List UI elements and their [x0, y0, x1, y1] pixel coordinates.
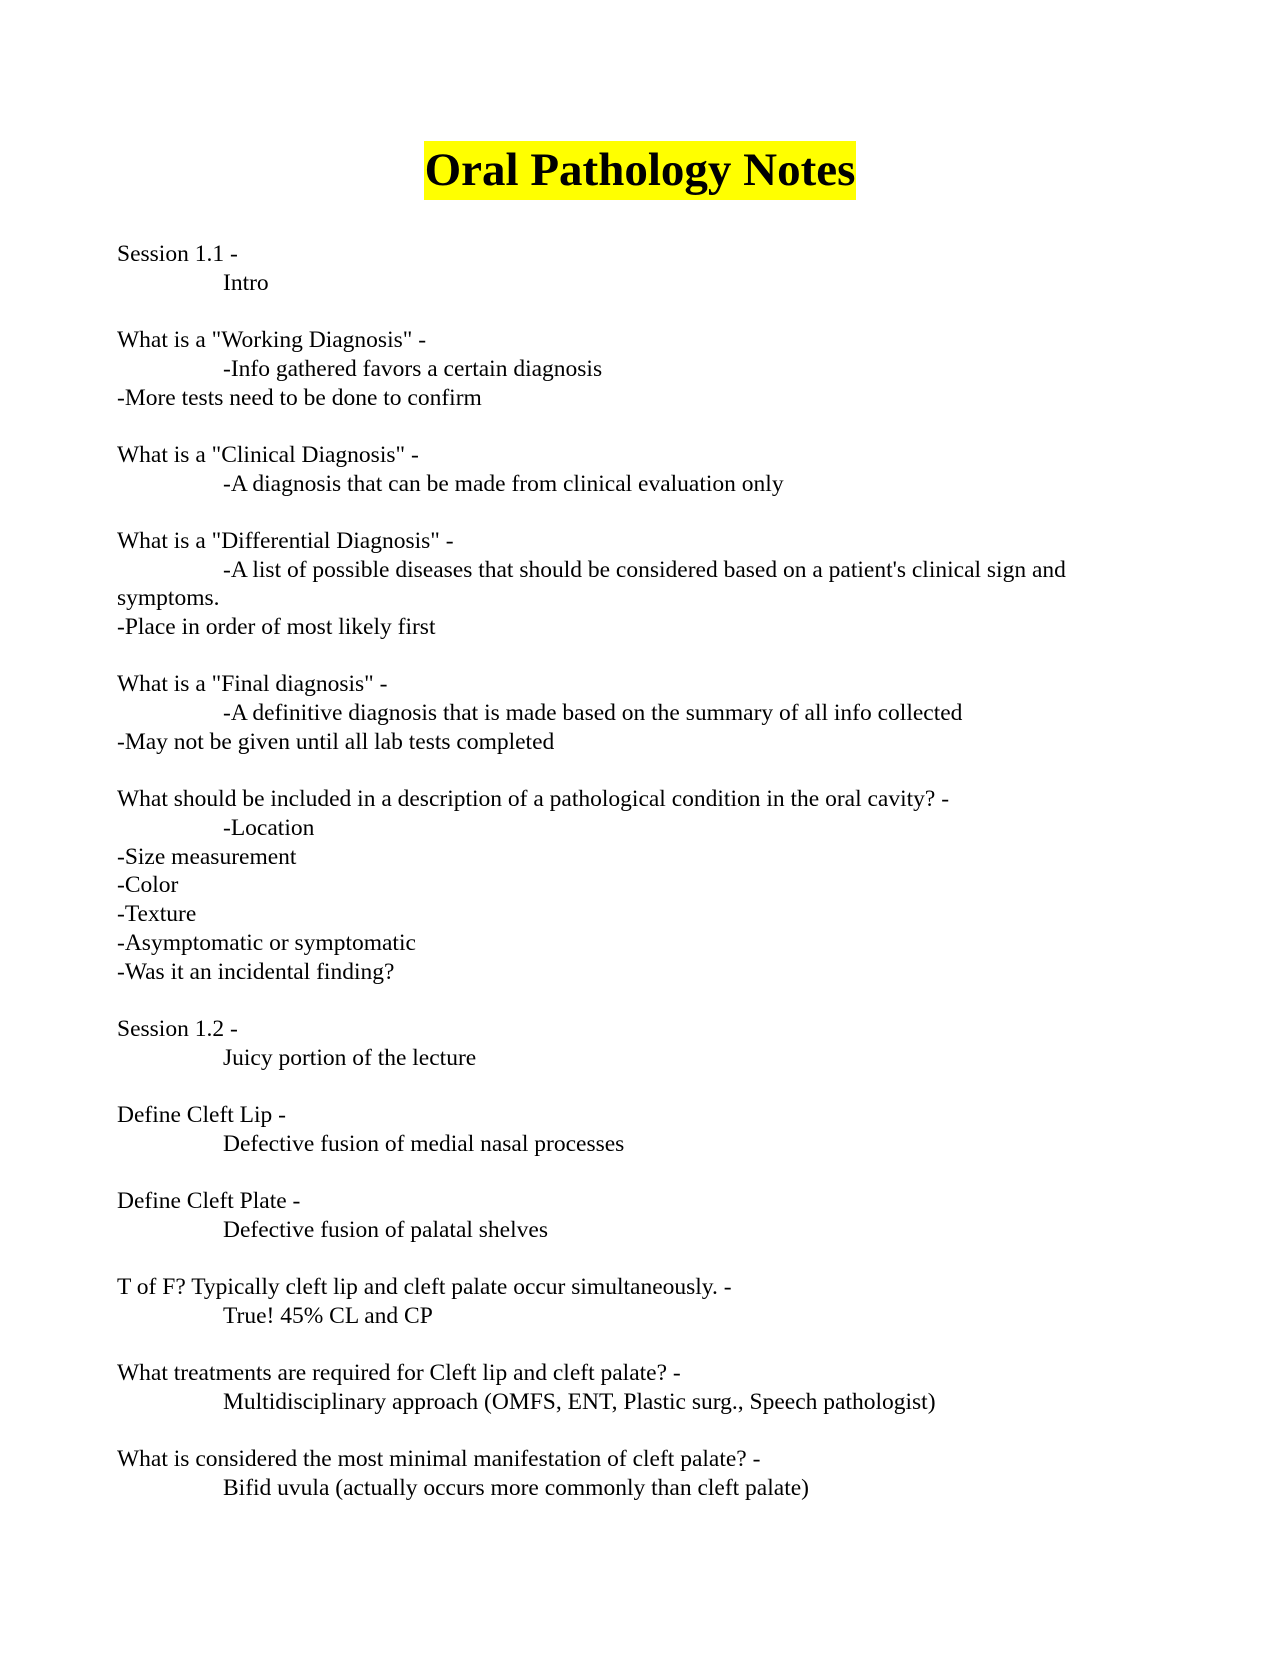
note-answer-line: -May not be given until all lab tests completed [117, 728, 555, 755]
note-entry [117, 527, 1157, 642]
note-answer-line: -Place in order of most likely first [117, 614, 436, 641]
note-entry [117, 785, 1157, 986]
document-title: Oral Pathology Notes [424, 141, 857, 200]
note-entry [117, 1359, 1157, 1416]
note-question: What treatments are required for Cleft lip and cleft palate? - [117, 1360, 681, 1387]
note-entry [117, 326, 1157, 412]
note-question: Define Cleft Lip - [117, 1101, 287, 1128]
note-question: T of F? Typically cleft lip and cleft palate occur simultaneously. - [117, 1274, 732, 1301]
note-answer: True! 45% CL and CP [223, 1302, 433, 1329]
note-answer-line: -Color [117, 872, 179, 899]
note-entry [117, 1445, 1157, 1502]
note-answer: -A list of possible diseases that should be considered based on a patient's clinical sign and symptoms. [117, 556, 1066, 612]
note-answer: -A diagnosis that can be made from clinical evaluation only [223, 470, 784, 497]
note-answer: -Info gathered favors a certain diagnosis [223, 355, 603, 382]
note-question: What is a "Differential Diagnosis" - [117, 527, 454, 554]
note-answer: Defective fusion of palatal shelves [223, 1216, 548, 1243]
note-answer: Multidisciplinary approach (OMFS, ENT, Plastic surg., Speech pathologist) [223, 1388, 936, 1415]
note-question: Session 1.2 - [117, 1015, 238, 1042]
note-answer-line: -Size measurement [117, 843, 297, 870]
note-entry [117, 1015, 1157, 1072]
note-question: Define Cleft Plate - [117, 1188, 301, 1215]
note-answer: Defective fusion of medial nasal processes [223, 1130, 625, 1157]
note-answer: -Location [223, 814, 315, 841]
note-answer: Bifid uvula (actually occurs more commonly than cleft palate) [223, 1475, 809, 1502]
note-answer: Juicy portion of the lecture [223, 1044, 477, 1071]
note-entry [117, 240, 1157, 297]
note-question: Session 1.1 - [117, 241, 238, 267]
note-question: What should be included in a description of a pathological condition in the oral cavity? - [117, 786, 950, 813]
note-entry [117, 1273, 1157, 1330]
notes-body [117, 240, 1157, 1531]
note-answer-line: -Asymptomatic or symptomatic [117, 929, 416, 956]
note-entry [117, 670, 1157, 756]
title-container [0, 141, 1280, 200]
note-question: What is considered the most minimal manifestation of cleft palate? - [117, 1446, 761, 1473]
note-entry [117, 1101, 1157, 1158]
note-answer-line: -Texture [117, 901, 197, 928]
note-answer: Intro [223, 269, 269, 296]
note-question: What is a "Clinical Diagnosis" - [117, 441, 419, 468]
note-entry [117, 1187, 1157, 1244]
note-question: What is a "Working Diagnosis" - [117, 327, 427, 354]
note-answer: -A definitive diagnosis that is made based on the summary of all info collected [223, 700, 963, 727]
note-answer-line: -More tests need to be done to confirm [117, 384, 482, 411]
note-entry [117, 441, 1157, 498]
note-answer-line: -Was it an incidental finding? [117, 958, 395, 985]
note-question: What is a "Final diagnosis" - [117, 671, 388, 698]
